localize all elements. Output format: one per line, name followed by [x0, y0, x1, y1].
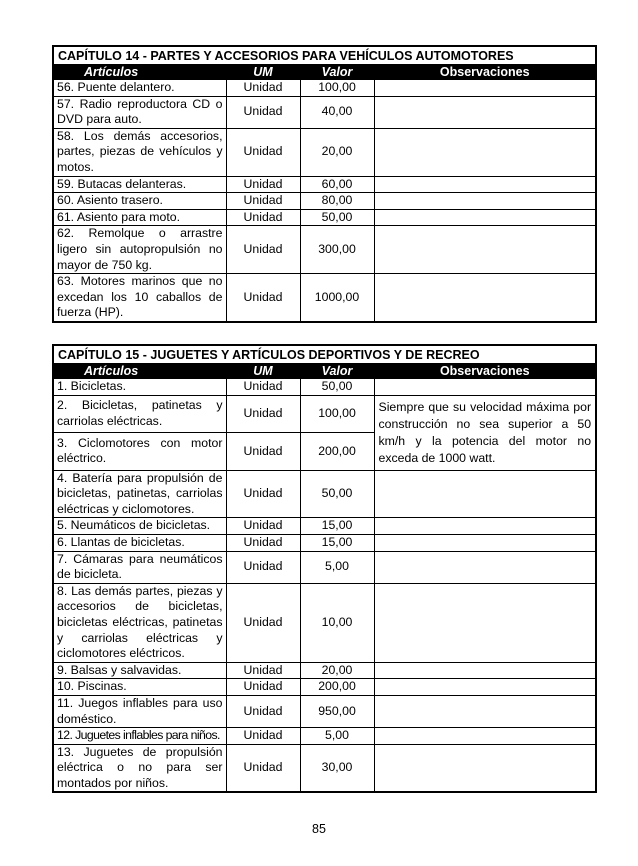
observation-cell	[374, 744, 596, 792]
article-cell: 4. Batería para propulsión de bicicletas, patinetas, carriolas eléctricas y ciclomotores.	[53, 470, 226, 518]
observation-cell	[374, 176, 596, 193]
observation-cell	[374, 662, 596, 679]
table-row	[53, 551, 596, 583]
article-cell: 11. Juegos inflables para uso doméstico.	[53, 695, 226, 727]
table-row	[53, 209, 596, 226]
article-cell: 61. Asiento para moto.	[53, 209, 226, 226]
um-cell: Unidad	[226, 128, 300, 176]
um-cell: Unidad	[226, 209, 300, 226]
observation-cell	[374, 274, 596, 322]
observation-cell	[374, 193, 596, 210]
article-cell: 62. Remolque o arrastre ligero sin autopropulsión no mayor de 750 kg.	[53, 226, 226, 274]
um-cell: Unidad	[226, 551, 300, 583]
value-cell: 100,00	[300, 395, 374, 433]
um-cell: Unidad	[226, 379, 300, 396]
table-row	[53, 470, 596, 518]
table-row	[53, 395, 596, 433]
header-observaciones: Observaciones	[374, 364, 596, 379]
um-cell: Unidad	[226, 226, 300, 274]
table-row	[53, 518, 596, 535]
header-articulos: Artículos	[53, 364, 226, 379]
value-cell: 300,00	[300, 226, 374, 274]
value-cell: 1000,00	[300, 274, 374, 322]
um-cell: Unidad	[226, 662, 300, 679]
chapter-15-table	[52, 344, 597, 793]
value-cell: 20,00	[300, 128, 374, 176]
table-row	[53, 226, 596, 274]
observation-cell	[374, 128, 596, 176]
article-cell: 5. Neumáticos de bicicletas.	[53, 518, 226, 535]
um-cell: Unidad	[226, 395, 300, 433]
um-cell: Unidad	[226, 728, 300, 745]
table-row	[53, 662, 596, 679]
value-cell: 10,00	[300, 583, 374, 662]
table-row	[53, 96, 596, 128]
table-row	[53, 176, 596, 193]
article-cell: 13. Juguetes de propulsión eléctrica o no para ser montados por niños.	[53, 744, 226, 792]
chapter-14-title: CAPÍTULO 14 - PARTES Y ACCESORIOS PARA VEHÍCULOS AUTOMOTORES	[53, 46, 596, 65]
observation-cell	[374, 96, 596, 128]
value-cell: 100,00	[300, 80, 374, 97]
um-cell: Unidad	[226, 433, 300, 471]
observation-cell	[374, 379, 596, 396]
observation-cell	[374, 80, 596, 97]
table-row	[53, 695, 596, 727]
um-cell: Unidad	[226, 274, 300, 322]
table-row	[53, 583, 596, 662]
um-cell: Unidad	[226, 695, 300, 727]
value-cell: 15,00	[300, 534, 374, 551]
header-um: UM	[226, 65, 300, 80]
header-um: UM	[226, 364, 300, 379]
article-cell: 7. Cámaras para neumáticos de bicicleta.	[53, 551, 226, 583]
observation-cell	[374, 209, 596, 226]
um-cell: Unidad	[226, 518, 300, 535]
article-cell: 9. Balsas y salvavidas.	[53, 662, 226, 679]
observation-cell	[374, 583, 596, 662]
observation-cell	[374, 518, 596, 535]
observation-cell	[374, 534, 596, 551]
table-row	[53, 679, 596, 696]
observation-cell	[374, 470, 596, 518]
observation-cell	[374, 695, 596, 727]
um-cell: Unidad	[226, 80, 300, 97]
um-cell: Unidad	[226, 470, 300, 518]
value-cell: 60,00	[300, 176, 374, 193]
article-cell: 12. Juguetes inflables para niños.	[53, 728, 226, 745]
um-cell: Unidad	[226, 193, 300, 210]
observation-cell	[374, 226, 596, 274]
article-cell: 58. Los demás accesorios, partes, piezas de vehículos y motos.	[53, 128, 226, 176]
table-row	[53, 274, 596, 322]
table-row	[53, 80, 596, 97]
um-cell: Unidad	[226, 583, 300, 662]
chapter-14-table	[52, 45, 597, 323]
chapter-15-title: CAPÍTULO 15 - JUGUETES Y ARTÍCULOS DEPORTIVOS Y DE RECREO	[53, 345, 596, 364]
um-cell: Unidad	[226, 534, 300, 551]
value-cell: 30,00	[300, 744, 374, 792]
article-cell: 10. Piscinas.	[53, 679, 226, 696]
article-cell: 59. Butacas delanteras.	[53, 176, 226, 193]
value-cell: 5,00	[300, 728, 374, 745]
value-cell: 50,00	[300, 209, 374, 226]
table-row	[53, 744, 596, 792]
value-cell: 5,00	[300, 551, 374, 583]
article-cell: 3. Ciclomotores con motor eléctrico.	[53, 433, 226, 471]
value-cell: 950,00	[300, 695, 374, 727]
value-cell: 80,00	[300, 193, 374, 210]
article-cell: 56. Puente delantero.	[53, 80, 226, 97]
um-cell: Unidad	[226, 679, 300, 696]
observation-bicycles: Siempre que su velocidad máxima por construcción no sea superior a 50 km/h y la potencia del motor no exceda de 1000 watt.	[374, 395, 596, 470]
table-row	[53, 193, 596, 210]
value-cell: 50,00	[300, 470, 374, 518]
article-cell: 6. Llantas de bicicletas.	[53, 534, 226, 551]
um-cell: Unidad	[226, 176, 300, 193]
table-row	[53, 379, 596, 396]
observation-cell	[374, 551, 596, 583]
header-observaciones: Observaciones	[374, 65, 596, 80]
header-valor: Valor	[300, 364, 374, 379]
header-articulos: Artículos	[53, 65, 226, 80]
um-cell: Unidad	[226, 96, 300, 128]
article-cell: 63. Motores marinos que no excedan los 10 caballos de fuerza (HP).	[53, 274, 226, 322]
table-row	[53, 128, 596, 176]
article-cell: 8. Las demás partes, piezas y accesorios de bicicletas, bicicletas eléctricas, patinetas y carriolas eléctricas y ciclomotores eléctricos.	[53, 583, 226, 662]
article-cell: 2. Bicicletas, patinetas y carriolas eléctricas.	[53, 395, 226, 433]
article-cell: 1. Bicicletas.	[53, 379, 226, 396]
table-row	[53, 728, 596, 745]
table-row	[53, 534, 596, 551]
value-cell: 200,00	[300, 679, 374, 696]
observation-cell	[374, 679, 596, 696]
article-cell: 57. Radio reproductora CD o DVD para auto.	[53, 96, 226, 128]
um-cell: Unidad	[226, 744, 300, 792]
observation-cell	[374, 728, 596, 745]
header-valor: Valor	[300, 65, 374, 80]
value-cell: 15,00	[300, 518, 374, 535]
value-cell: 200,00	[300, 433, 374, 471]
value-cell: 40,00	[300, 96, 374, 128]
value-cell: 20,00	[300, 662, 374, 679]
value-cell: 50,00	[300, 379, 374, 396]
article-cell: 60. Asiento trasero.	[53, 193, 226, 210]
page-number: 85	[312, 822, 326, 836]
